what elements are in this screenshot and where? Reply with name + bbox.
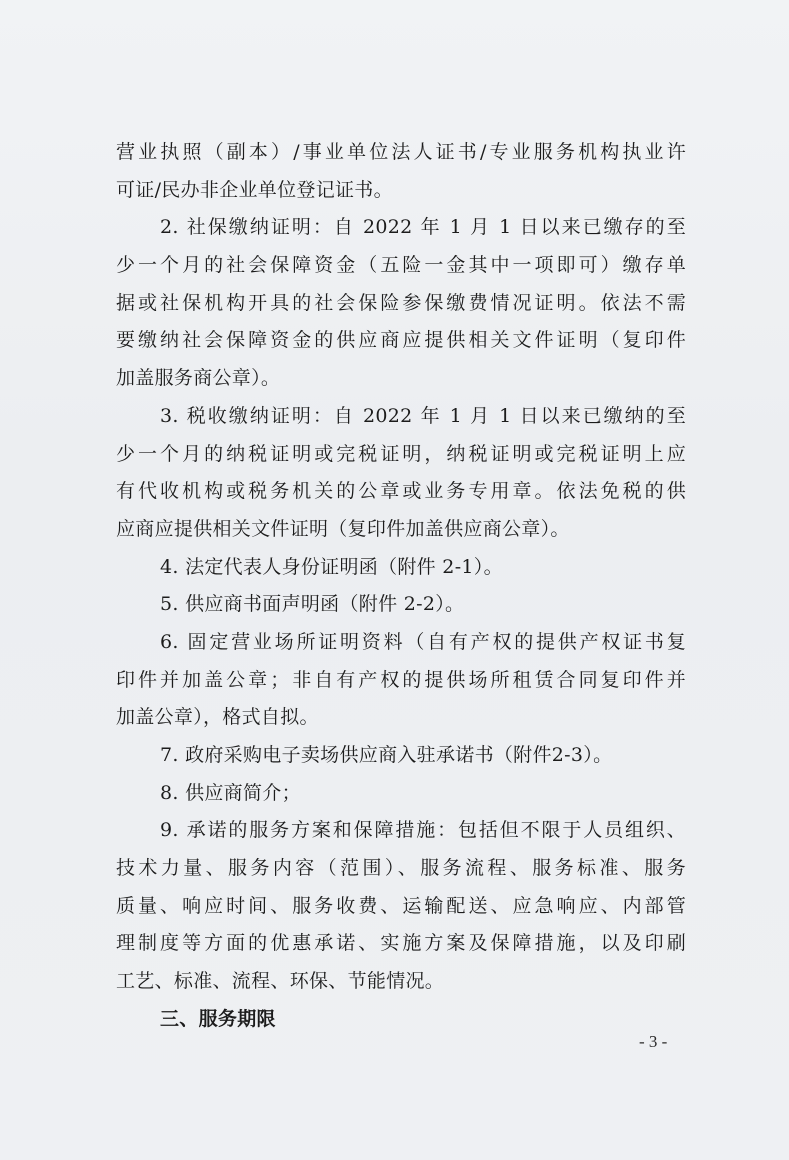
body-line: 少一个月的纳税证明或完税证明，纳税证明或完税证明上应 [116, 442, 686, 465]
body-line: 加盖服务商公章）。 [116, 367, 281, 390]
list-item-2: 2. 社保缴纳证明：自 2022 年 1 月 1 日以来已缴存的至 [160, 216, 686, 239]
body-line: 印件并加盖公章；非自有产权的提供场所租赁合同复印件并 [116, 668, 686, 691]
body-line: 工艺、标准、流程、环保、节能情况。 [116, 970, 445, 993]
body-line: 质量、响应时间、服务收费、运输配送、应急响应、内部管 [116, 894, 686, 917]
body-line: 加盖公章），格式自拟。 [116, 706, 319, 729]
body-line: 营业执照（副本）/事业单位法人证书/专业服务机构执业许 [116, 141, 686, 163]
list-item-6: 6. 固定营业场所证明资料（自有产权的提供产权证书复 [160, 630, 686, 653]
body-line: 少一个月的社会保障资金（五险一金其中一项即可）缴存单 [116, 254, 686, 277]
list-item-8: 8. 供应商简介； [160, 781, 301, 804]
body-line: 要缴纳社会保障资金的供应商应提供相关文件证明（复印件 [116, 329, 686, 352]
page-number: - 3 - [639, 1032, 668, 1051]
body-line: 有代收机构或税务机关的公章或业务专用章。依法免税的供 [116, 480, 686, 503]
section-heading-service-period: 三、服务期限 [160, 1007, 276, 1030]
list-item-4: 4. 法定代表人身份证明函（附件 2-1）。 [160, 555, 503, 578]
list-item-9: 9. 承诺的服务方案和保障措施：包括但不限于人员组织、 [160, 819, 686, 842]
body-line: 理制度等方面的优惠承诺、实施方案及保障措施，以及印刷 [116, 932, 686, 955]
body-line: 可证/民办非企业单位登记证书。 [116, 178, 393, 201]
body-line: 据或社保机构开具的社会保险参保缴费情况证明。依法不需 [116, 291, 686, 314]
body-line: 技术力量、服务内容（范围）、服务流程、服务标准、服务 [116, 857, 686, 880]
list-item-3: 3. 税收缴纳证明：自 2022 年 1 月 1 日以来已缴纳的至 [160, 404, 686, 427]
list-item-7: 7. 政府采购电子卖场供应商入驻承诺书（附件2-3）。 [160, 744, 613, 766]
list-item-5: 5. 供应商书面声明函（附件 2-2）。 [160, 593, 465, 616]
document-body [116, 134, 686, 1039]
body-line: 应商应提供相关文件证明（复印件加盖供应商公章）。 [116, 517, 570, 540]
